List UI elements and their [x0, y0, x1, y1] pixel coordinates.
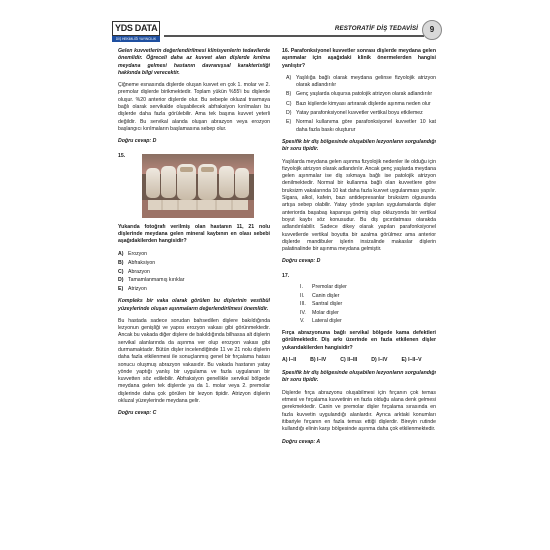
answer-choices: [282, 357, 436, 364]
explanation-title: Kompleks bir vaka olarak görülen bu dişlerinin vestibül yüzeylerinde oluşan aşınmaların değerlendirilmesi önemlidir.: [118, 298, 270, 312]
question-text: Fırça abrazyonuna bağlı servikal bölgede kama defektleri görülmektedir. Diş arkı üzerinde en fazla etkilenen dişler yukarıdakilerden hangisidir?: [282, 329, 436, 351]
answer-line: Doğru cevap: D: [118, 138, 157, 145]
question-text: Yukarıda fotoğrafı verilmiş olan hastanın 11, 21 nolu dişlerinde meydana gelen mineral kaybının en olası sebebi aşağıdakilerden hangisidir?: [118, 223, 270, 245]
option-c[interactable]: C) Bazı kişilerde kimyası artırarak dişlerde aşınma neden olur: [286, 100, 431, 107]
list-item: IV. Molar dişler: [300, 309, 339, 316]
choice-b[interactable]: B) I–IV: [310, 356, 327, 363]
explanation-title: Spesifik bir diş bölgesinde oluşabilen lezyonların sorgulandığı bir soru tipidir.: [282, 138, 436, 153]
intro-text: Gelen kuvvetlerin değerlendirilmesi klinisyenlerin tedavilerde önemlidir. Öğreceli daha az kuvvet alan dişlerde kırılma meydana gelmesi hastanın davranışsal karakteristiği hakkında bilgi verecektir.: [118, 48, 270, 76]
list-item: V. Lateral dişler: [300, 318, 342, 325]
choice-c[interactable]: C) II–III: [340, 356, 358, 363]
logo-text: YDS DATA: [115, 23, 158, 33]
option-e[interactable]: E) Atrizyon: [118, 286, 147, 293]
question-number: 17.: [282, 272, 290, 279]
question-number: 15.: [118, 152, 126, 159]
option-b[interactable]: B) Abfraksiyon: [118, 259, 156, 266]
right-column: [282, 48, 436, 453]
option-a[interactable]: A) Yaşlılığa bağlı olarak meydana gelinse fizyolojik atrizyon olarak adlandırılır: [286, 74, 436, 89]
options-list: [118, 251, 270, 294]
publisher-logo: [112, 21, 160, 43]
explanation-paragraph: Yaşlılarda meydana gelen aşınma fizyolojik nedenler ile olduğu için fizyolojik atrizyon olarak adlandırılır. Ancak genç yaşlarda meydana gelen aşınmalar ise diş sıkmaya bağlı ise patolojik atrizyon denilmektedir. Normal bir kullanma bağlı olan kuvvetlere göre bruksizm vakalarında 10 kat daha fazla kuvvet uygulanması yapılır. Sigara, alkol, kafein, bazı antidepresanlar bruksizm olgusunda artışa sebep olabilir. Yatay yönde yapılan uygulamalarda dişler anteriorda başabaş kapanışa gelmiş olup okluzyonda bir vertikal boyut kaybı söz konusudur. Bu diş gıcırdatması olarakda adlandırılabilir. Sadece dikey olarak yapılan parafonksiyonel kuvvetlerde vertikal boyutta bir azalma görülmez ama anterior dişlerde mandibuler işlerin insizalinde makaslar dişlerin palatinalinde bir aşınma meydana gelmiştir.: [282, 158, 436, 253]
choice-d[interactable]: D) I–IV: [371, 356, 388, 363]
page-number: 9: [422, 20, 442, 40]
option-b[interactable]: B) Genç yaşlarda oluşursa patolojik atrizyon olarak adlandırılır: [286, 91, 433, 98]
list-item: I. Premolar dişler: [300, 284, 347, 291]
answer-line: Doğru cevap: A: [282, 438, 321, 445]
teeth-photo: [142, 154, 254, 218]
list-item: II. Canin dişler: [300, 292, 340, 299]
choice-a[interactable]: A) I–II: [282, 356, 297, 363]
option-c[interactable]: C) Abrazyon: [118, 268, 150, 275]
answer-line: Doğru cevap: C: [118, 410, 157, 417]
option-d[interactable]: D) Tamamlanmamış kırıklar: [118, 277, 185, 284]
explanation-paragraph: Bu hastada sadece sorudan bahsedilen dişlere bakıldığında lezyonun genişliği ve yapısı erozyon vakası gibi görünmektedir. Ancak bu vakada diğer dişlere de bakıldığında bilhassa alt dişlerin servikal alanlarında da aşınma ver olup erozyon vakası gibi durmamaktadır. Bütün dişler incelendiğinde 11 ve 21 nolu dişlerin daha fazla etkilenmesi ile sonuçlanmış genel bir fırçalama hatası sonucu oluşmuş abrazyon vakasıdır. Bu vakada hastanın yatay yönde yaptığı yanlış bir uygulama ve fazla uygulanan bir kuvvetten söz edilebilir. Abfraksiyon genellikle servikal bölgede meydana gelen tek dişlerde ya da 1. molar veya 2. premolar dişlerinde daha çok görülen bir lezyon tipidir. Atrizyon dişlerin okluzal yüzeylerinde meydana gelir.: [118, 317, 270, 405]
explanation-paragraph: Çiğneme esnasında dişlerde oluşan kuvvet en çok 1. molar ve 2. premolar dişlerde birikmektedir. Toplam yükün %55'i bu dişlerde oluşur. %20 anterior dişlerde olur. Bu sebeple okluzal travmaya bağlı olarak servikalde oluşabilecek abfraksiyon kırılmaları bu dişlerde daha fazla görülebilir. Ama tek başına kuvvet yeterli değildir. Bu servikal alanda oluşan abrazyon veya erozyon başlangıcı kırılmaların başlamasına sebep olur.: [118, 82, 270, 132]
option-e[interactable]: E) Normal kullanıma göre parafonksiyonel kuvvetler 10 kat daha fazla baskı oluşturur: [286, 119, 436, 133]
section-title: RESTORATİF DİŞ TEDAVİSİ: [334, 25, 418, 32]
option-d[interactable]: D) Yatay parafonksiyonel kuvvetler vertikal boyu etkilemez: [286, 110, 423, 117]
answer-line: Doğru cevap: D: [282, 258, 321, 265]
roman-list: [300, 283, 436, 326]
page-header: [112, 20, 442, 44]
logo-tag: DİŞ HEKİMLİĞİ YAYINCILIK: [112, 36, 160, 42]
explanation-paragraph: Dişlerde fırça abrazyonu oluşabilmesi için fırçanın çok temas etmesi ve fırçalama kuvvetinin en fazla olduğu alana denk gelmesi gerekmektedir. Canin ve premolar dişler fırçalama sırasında en fazla kuvvetin uygulandığı alanlardır. Ayrıca arktaki konumları itibariyle fırçanın en fazla temas ettiği dişlerdir. Bireyin rutinde kullandığı elinin karşı bölgesinde aşınma daha çok etkilenmektedir.: [282, 389, 436, 433]
choice-e[interactable]: E) I–II–V: [401, 356, 422, 363]
option-a[interactable]: A) Erozyon: [118, 250, 148, 257]
options-list: [282, 75, 436, 134]
explanation-title: Spesifik bir diş bölgesinde oluşabilen lezyonların sorgulandığı bir soru tipidir.: [282, 370, 436, 384]
question-16: 16. Parafonksiyonel kuvvetler sonrası dişlerde meydana gelen aşınmalar için aşağıdaki klinik önermelerden hangisi yanlıştır?: [282, 48, 436, 69]
list-item: III. Santral dişler: [300, 301, 343, 308]
left-column: [118, 48, 270, 425]
header-rule: [164, 35, 424, 37]
teeth-image: [142, 154, 254, 218]
